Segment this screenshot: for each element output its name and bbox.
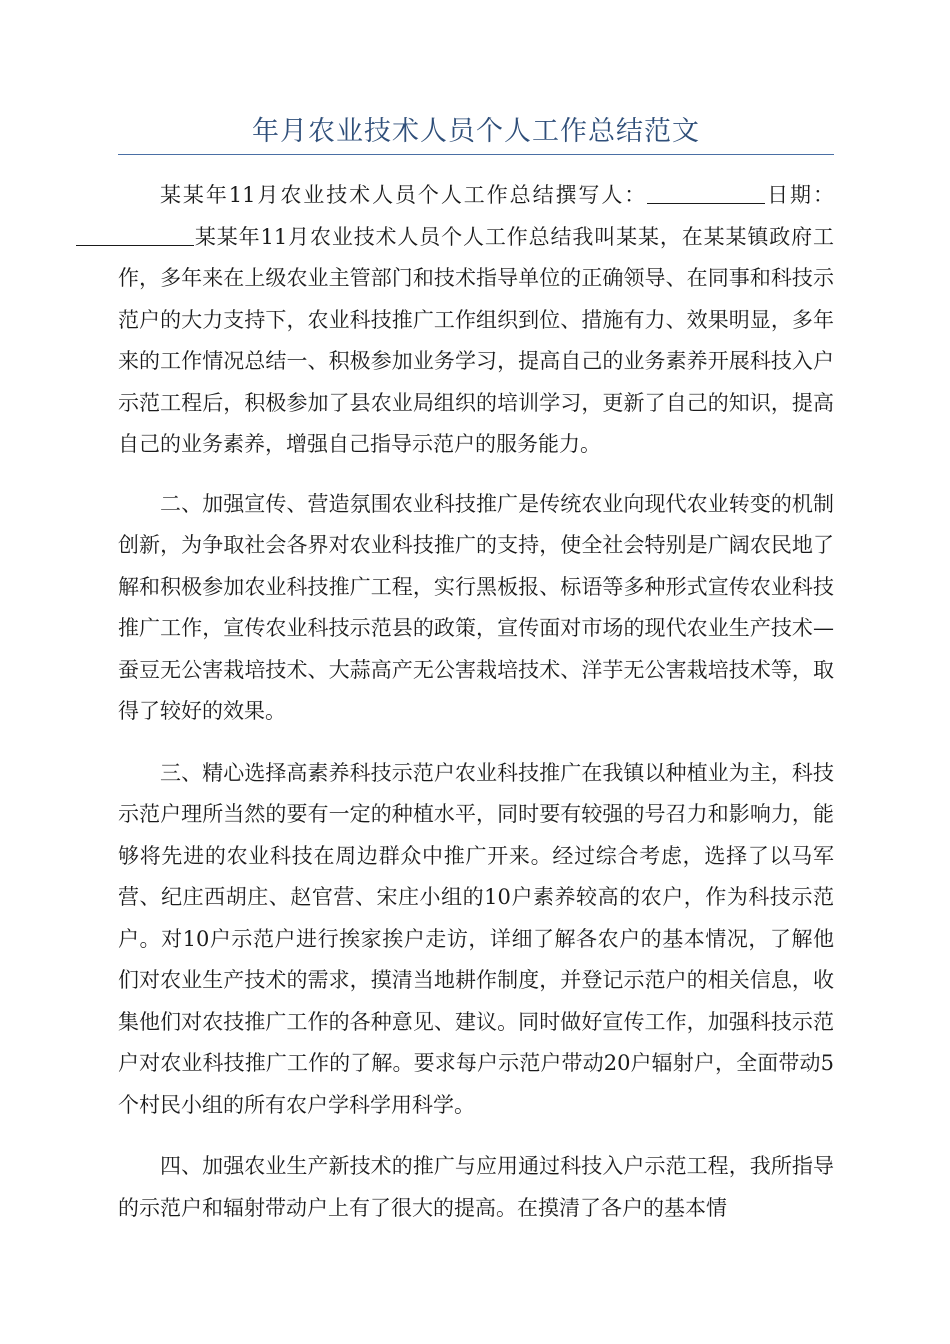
intro-author-label: 某某年11月农业技术人员个人工作总结撰写人： (160, 183, 648, 207)
author-blank (647, 182, 765, 204)
document-body (118, 175, 834, 1249)
document-title: 年月农业技术人员个人工作总结范文 (252, 116, 700, 147)
intro-paragraph (118, 175, 834, 466)
title-underline (118, 154, 834, 155)
intro-date-label: 日期： (765, 183, 834, 207)
body-paragraph: 三、精心选择高素养科技示范户农业科技推广在我镇以种植业为主，科技示范户理所当然的要有一定的种植水平，同时要有较强的号召力和影响力，能够将先进的农业科技在周边群众中推广开来。经过综合考虑，选择了以马军营、纪庄西胡庄、赵官营、宋庄小组的10户素养较高的农户，作为科技示范户。对10户示范户进行挨家挨户走访，详细了解各农户的基本情况，了解他们对农业生产技术的需求，摸清当地耕作制度，并登记示范户的相关信息，收集他们对农技推广工作的各种意见、建议。同时做好宣传工作，加强科技示范户对农业科技推广工作的了解。要求每户示范户带动20户辐射户，全面带动5个村民小组的所有农户学科学用科学。 (118, 760, 834, 1117)
body-paragraph: 四、加强农业生产新技术的推广与应用通过科技入户示范工程，我所指导的示范户和辐射带动户上有了很大的提高。在摸清了各户的基本情 (118, 1154, 834, 1220)
body-paragraph: 二、加强宣传、营造氛围农业科技推广是传统农业向现代农业转变的机制创新，为争取社会各界对农业科技推广的支持，使全社会特别是广阔农民地了解和积极参加农业科技推广工程，实行黑板报、标语等多种形式宣传农业科技推广工作，宣传农业科技示范县的政策，宣传面对市场的现代农业生产技术—蚕豆无公害栽培技术、大蒜高产无公害栽培技术、洋芋无公害栽培技术等，取得了较好的效果。 (118, 491, 834, 723)
intro-body-text: 某某年11月农业技术人员个人工作总结我叫某某，在某某镇政府工作，多年来在上级农业主管部门和技术指导单位的正确领导、在同事和科技示范户的大力支持下，农业科技推广工作组织到位、措施有力、效果明显，多年来的工作情况总结一、积极参加业务学习，提高自己的业务素养开展科技入户示范工程后，积极参加了县农业局组织的培训学习，更新了自己的知识，提高自己的业务素养，增强自己指导示范户的服务能力。 (118, 224, 834, 456)
date-blank (76, 224, 194, 246)
